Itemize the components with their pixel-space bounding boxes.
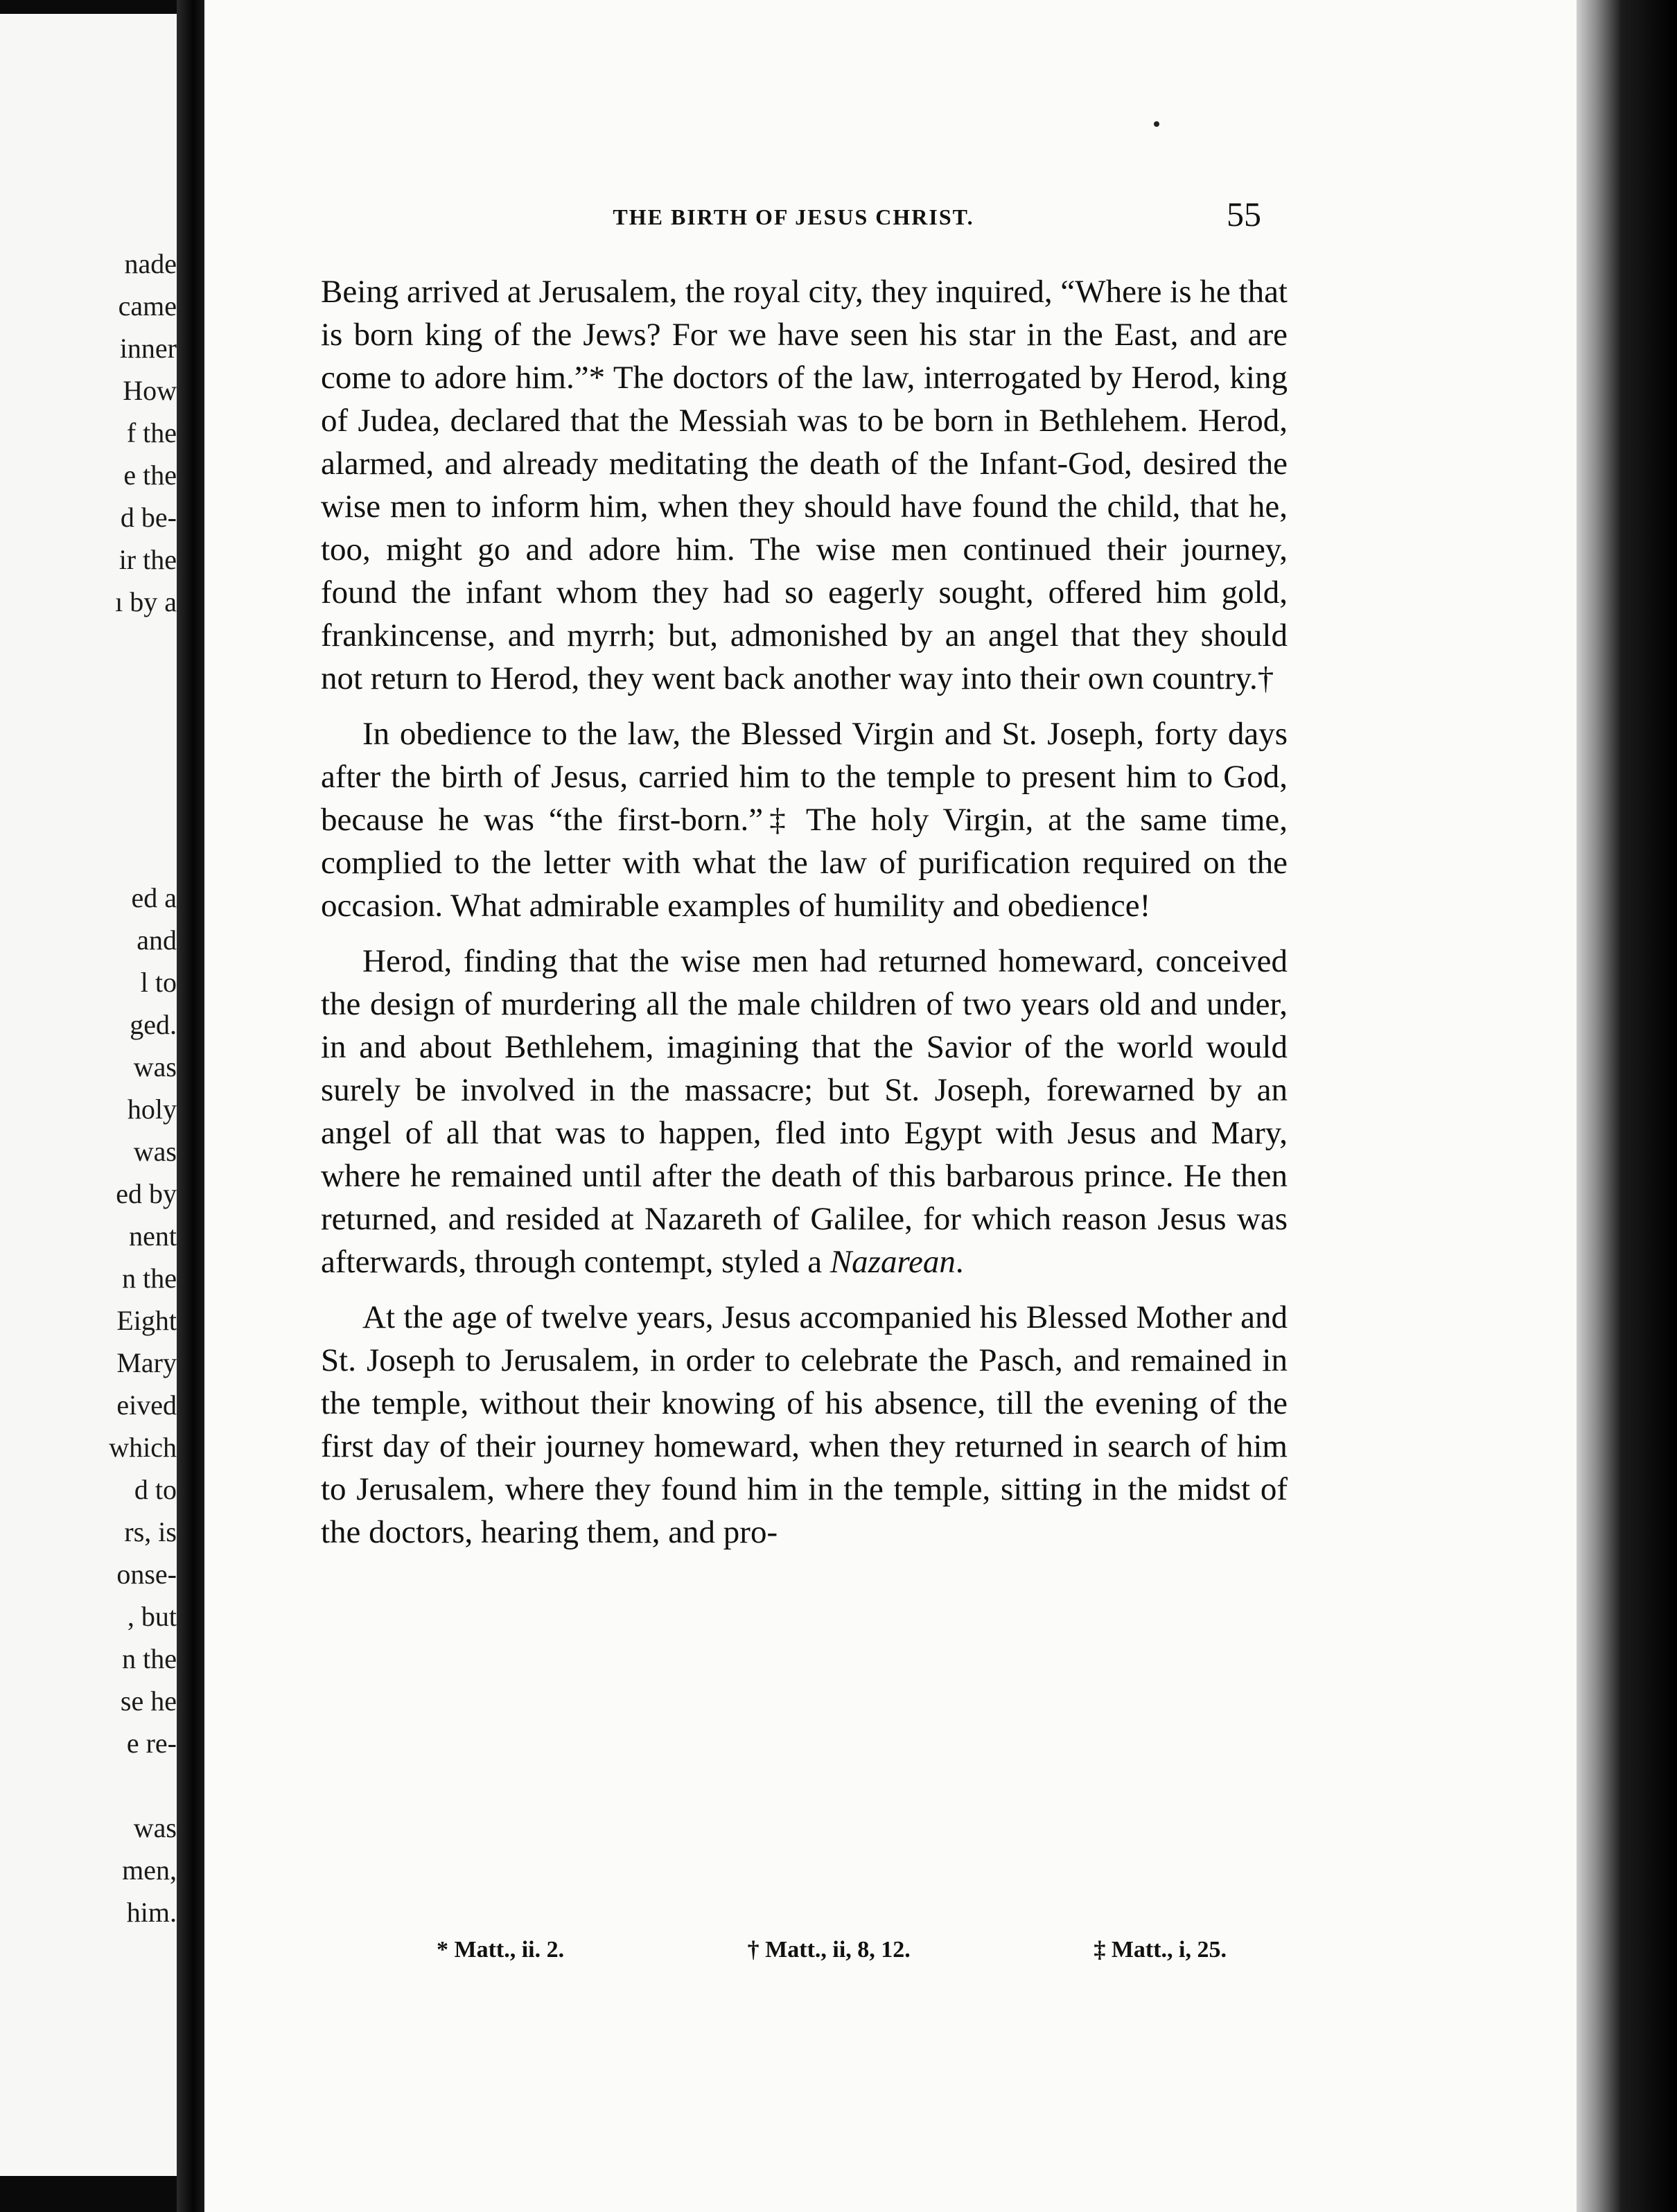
facing-page-line: onse- [116, 1559, 177, 1590]
facing-page-line: , but [127, 1601, 177, 1632]
facing-page-line: was [133, 1051, 177, 1082]
page-number: 55 [1227, 195, 1261, 234]
facing-page-line: men, [122, 1854, 177, 1886]
footnote-2: † Matt., ii, 8, 12. [747, 1937, 911, 1963]
footnote-3: ‡ Matt., i, 25. [1094, 1937, 1227, 1963]
page-edge-shadow [1577, 0, 1677, 2212]
facing-page-line: e the [123, 459, 177, 491]
facing-page-line: ged. [130, 1009, 177, 1040]
ink-speck [1154, 121, 1159, 127]
book-gutter [177, 0, 204, 2212]
facing-page-line: d be- [120, 502, 177, 533]
facing-page-line: him. [126, 1897, 177, 1928]
facing-page-line: rs, is [124, 1516, 177, 1547]
paragraph-herod [321, 940, 1288, 1283]
facing-page-line: came [118, 290, 177, 322]
facing-page-line: How [123, 375, 177, 406]
facing-page-line: which [109, 1432, 177, 1463]
facing-page-line: d to [134, 1474, 177, 1505]
facing-page-line: ed a [131, 882, 177, 913]
paragraph-temple: At the age of twelve years, Jesus accompanied his Blessed Mother and St. Joseph to Jerusalem, in order to celebrate the Pasch, and remained in the temple, without their knowing of his absence, till the evening of the first day of their journey homeward, when they returned in search of him to Jerusalem, where they found him in the temple, sitting in the midst of the doctors, hearing them, and pro- [321, 1299, 1288, 1550]
body-text [321, 270, 1288, 1566]
facing-page-line: was [133, 1136, 177, 1167]
facing-page-line: nent [129, 1220, 177, 1252]
facing-page-fragment [0, 14, 177, 2176]
paragraph-wise-men: Being arrived at Jerusalem, the royal city, they inquired, “Where is he that is born king of the Jews? For we have seen his star in the East, and are come to adore him.”* The doctors of the law, interrogated by Herod, king of Judea, declared that the Messiah was to be born in Bethlehem. Herod, alarmed, and already meditating the death of the Infant-God, desired the wise men to inform him, when they should have found the child, that he, too, might go and adore him. The wise men continued their journey, found the infant whom they had so eagerly sought, offered him gold, frankincense, and myrrh; but, admonished by an angel that they should not return to Herod, they went back another way into their own country.† [321, 274, 1288, 696]
running-head: THE BIRTH OF JESUS CHRIST. [613, 204, 974, 229]
footnotes [437, 1937, 1227, 1963]
facing-page-line: l to [140, 967, 177, 998]
facing-page-line: inner [119, 333, 177, 364]
facing-page-line: Eight [116, 1305, 177, 1336]
facing-page-line: and [137, 924, 177, 956]
paragraph-presentation: In obedience to the law, the Blessed Virgin and St. Joseph, forty days after the birth of Jesus, carried him to the temple to present him to God, because he was “the first-born.”‡ The holy Virgin, at the same time, complied to the letter with what the law of purification required on the occasion. What admirable examples of humility and obedience! [321, 716, 1288, 924]
facing-page-line: was [133, 1812, 177, 1843]
facing-page-line: n the [122, 1263, 177, 1294]
facing-page-line: nade [124, 248, 177, 279]
facing-page-line: holy [127, 1094, 177, 1125]
facing-page-line: eived [116, 1389, 177, 1421]
facing-page-line: se he [120, 1685, 177, 1717]
herod-end: . [955, 1244, 964, 1280]
facing-page-line: Mary [116, 1347, 177, 1378]
facing-page-line: ed by [116, 1178, 177, 1209]
facing-page-line: n the [122, 1643, 177, 1674]
herod-text: Herod, finding that the wise men had returned homeward, conceived the design of murdering all the male children of two years old and under, in and about Bethlehem, imagining that the Savior of the world would surely be involved in the massacre; but St. Joseph, forewarned by an angel of all that was to happen, fled into Egypt with Jesus and Mary, where he remained until after the death of this barbarous prince. He then returned, and resided at Nazareth of Galilee, for which reason Jesus was afterwards, through contempt, styled a [321, 943, 1288, 1280]
facing-page-line: f the [126, 417, 177, 448]
herod-italic: Nazarean [829, 1244, 956, 1280]
facing-page-line: ir the [118, 544, 177, 575]
facing-page-line: ı by a [115, 586, 177, 617]
facing-page-line: e re- [126, 1728, 177, 1759]
footnote-1: * Matt., ii. 2. [437, 1937, 565, 1963]
